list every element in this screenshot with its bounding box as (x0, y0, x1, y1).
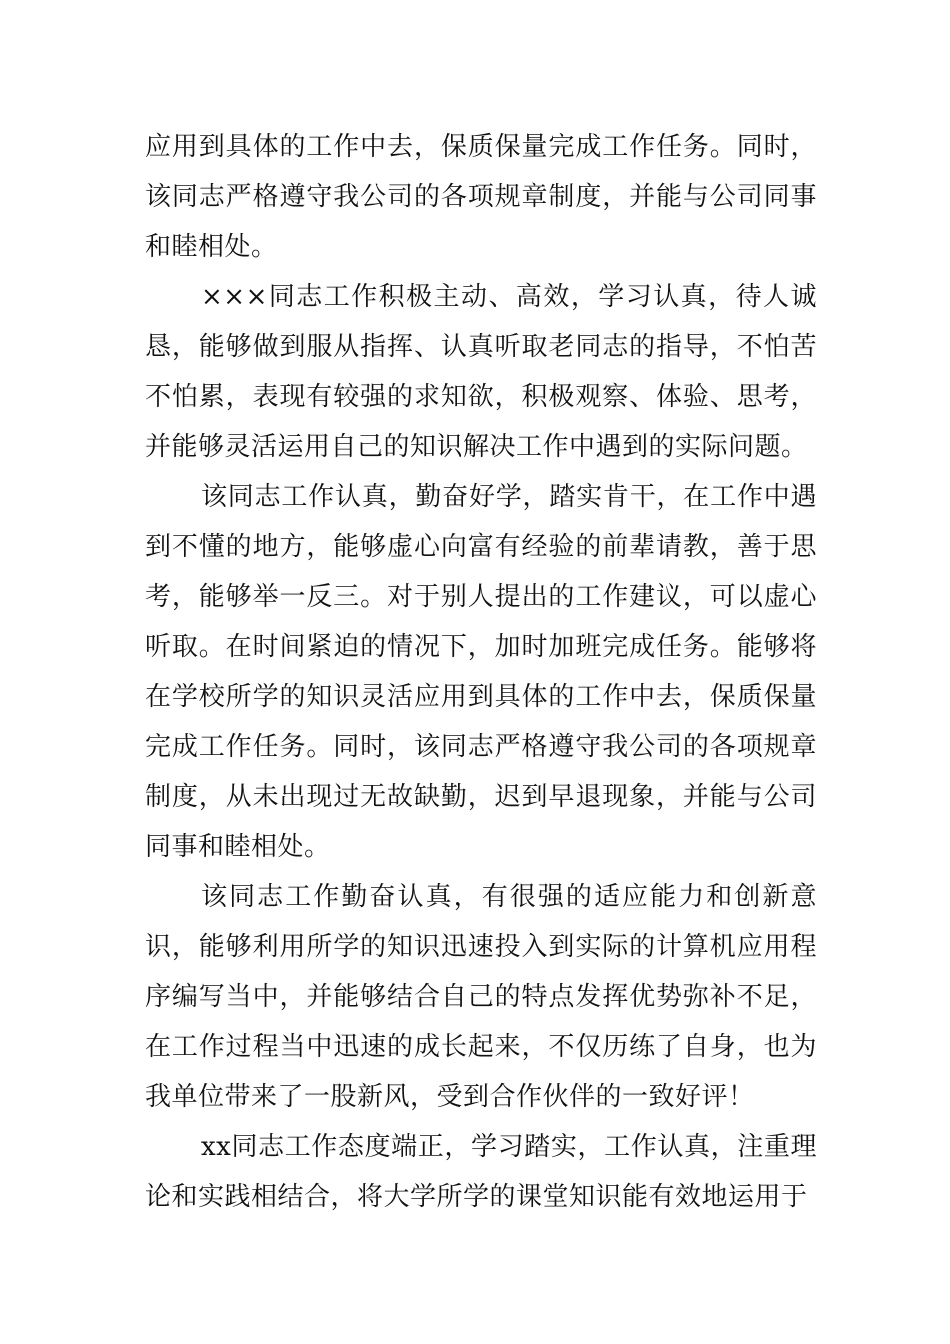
paragraph-4: 该同志工作勤奋认真，有很强的适应能力和创新意识，能够利用所学的知识迅速投入到实际的计算机应用程序编写当中，并能够结合自己的特点发挥优势弥补不足，在工作过程当中迅速的成长起来，不仅历练了自身，也为我单位带来了一股新风，受到合作伙伴的一致好评！ (145, 882, 817, 1112)
paragraph-1: 应用到具体的工作中去，保质保量完成工作任务。同时，该同志严格遵守我公司的各项规章制度，并能与公司同事和睦相处。 (145, 132, 817, 262)
document-body (145, 122, 817, 1222)
paragraph-3: 该同志工作认真，勤奋好学，踏实肯干，在工作中遇到不懂的地方，能够虚心向富有经验的前辈请教，善于思考，能够举一反三。对于别人提出的工作建议，可以虚心听取。在时间紧迫的情况下，加时加班完成任务。能够将在学校所学的知识灵活应用到具体的工作中去，保质保量完成工作任务。同时，该同志严格遵守我公司的各项规章制度，从未出现过无故缺勤，迟到早退现象，并能与公司同事和睦相处。 (145, 482, 817, 862)
paragraph-5: xx同志工作态度端正，学习踏实，工作认真，注重理论和实践相结合，将大学所学的课堂知识能有效地运用于 (145, 1132, 817, 1212)
paragraph-2: ×××同志工作积极主动、高效，学习认真，待人诚恳，能够做到服从指挥、认真听取老同志的指导，不怕苦不怕累，表现有较强的求知欲，积极观察、体验、思考，并能够灵活运用自己的知识解决工作中遇到的实际问题。 (145, 282, 817, 462)
